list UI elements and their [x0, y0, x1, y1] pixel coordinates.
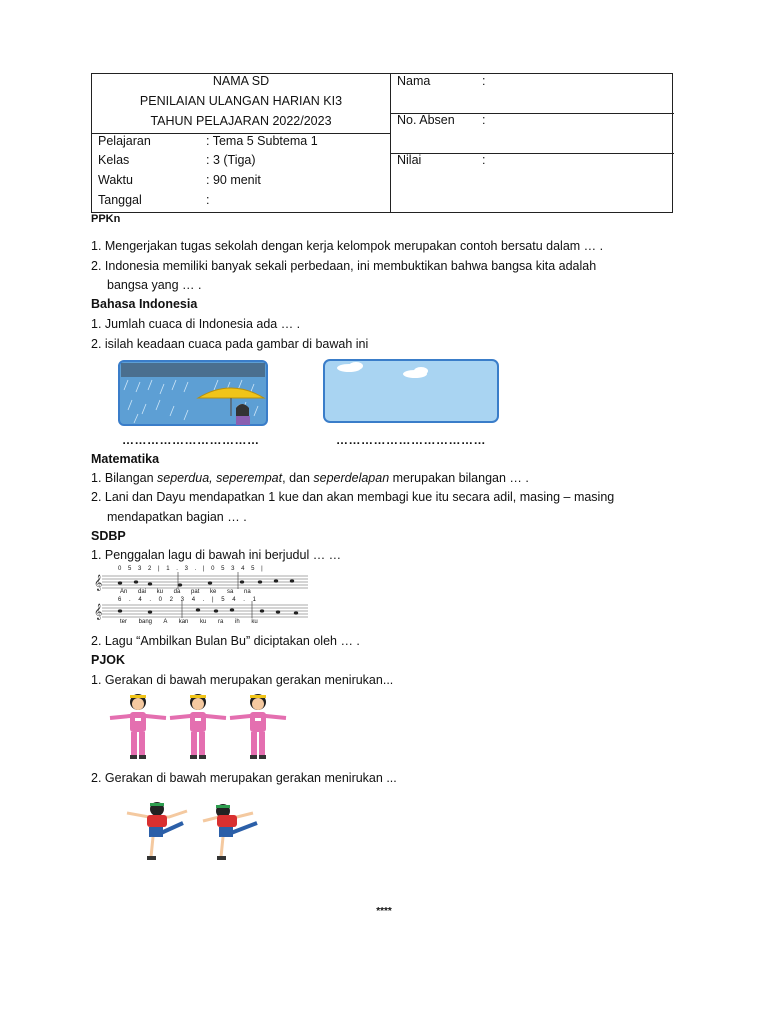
- ppkn-question-2-cont: bangsa yang … .: [107, 278, 202, 292]
- pjok-question-2: 2. Gerakan di bawah merupakan gerakan menirukan ...: [91, 771, 397, 785]
- name-colon[interactable]: :: [482, 74, 486, 88]
- pjok-question-1: 1. Gerakan di bawah merupakan gerakan menirukan...: [91, 673, 394, 687]
- field-value: : 90 menit: [206, 173, 261, 187]
- sdbp-question-1: 1. Penggalan lagu di bawah ini berjudul … …: [91, 548, 342, 562]
- svg-text:𝄞: 𝄞: [94, 603, 103, 619]
- section-pjok-title: PJOK: [91, 653, 126, 667]
- math-q1-pre: 1. Bilangan: [91, 471, 158, 485]
- section-math-title: Matematika: [91, 452, 160, 466]
- notes-top: 0 5 3 2 | 1 . 3 . | 0 5 3 4 5 |: [118, 566, 263, 572]
- answer-blank-1[interactable]: ……………………………: [122, 433, 260, 447]
- rainy-weather-image: [118, 360, 268, 426]
- table-divider: [390, 74, 391, 213]
- balance-pose-image: [125, 793, 265, 863]
- math-question-2: 2. Lani dan Dayu mendapatkan 1 kue dan akan membagi kue itu secara adil, masing – masing: [91, 490, 615, 504]
- field-label: Kelas: [98, 153, 130, 167]
- math-q1-term2: seperdelapan: [313, 471, 390, 485]
- math-q1-term1: seperdua, seperempat: [157, 471, 283, 485]
- sdbp-question-2: 2. Lagu “Ambilkan Bulan Bu” diciptakan oleh … .: [91, 634, 360, 648]
- nilai-label: Nilai: [397, 153, 422, 167]
- exercise-girls-image: [108, 688, 290, 764]
- song-notation: [92, 566, 312, 628]
- field-value: :: [206, 193, 210, 207]
- lyrics-top: An dai ku da pat ke sa na: [120, 589, 251, 595]
- ppkn-question-1: 1. Mengerjakan tugas sekolah dengan kerja kelompok merupakan contoh bersatu dalam … .: [91, 239, 604, 253]
- bindo-question-1: 1. Jumlah cuaca di Indonesia ada … .: [91, 317, 301, 331]
- math-q1-post: merupakan bilangan … .: [389, 471, 529, 485]
- table-divider: [390, 153, 674, 154]
- lyrics-bottom: ter bang A kan ku ra ih ku: [120, 619, 258, 625]
- footer-stars: ****: [376, 906, 392, 917]
- section-sdbp-title: SDBP: [91, 529, 126, 543]
- answer-blank-2[interactable]: ………………………………: [336, 433, 486, 447]
- school-name: NAMA SD: [212, 74, 270, 88]
- field-label: Tanggal: [98, 193, 142, 207]
- header-table: [91, 73, 673, 213]
- math-question-1: [91, 471, 529, 485]
- name-label: Nama: [397, 74, 431, 88]
- ppkn-question-2: 2. Indonesia memiliki banyak sekali perbedaan, ini membuktikan bahwa bangsa kita adalah: [91, 259, 597, 273]
- field-value: : Tema 5 Subtema 1: [206, 134, 318, 148]
- field-value: : 3 (Tiga): [206, 153, 256, 167]
- section-ppkn-title: PPKn: [91, 213, 121, 225]
- field-label: Pelajaran: [98, 134, 151, 148]
- absen-colon[interactable]: :: [482, 113, 486, 127]
- sunny-weather-image: [323, 359, 499, 423]
- nilai-colon[interactable]: :: [482, 153, 486, 167]
- notes-bottom: 6 . 4 . 0 2 3 4 . | 5 4 . 1: [118, 597, 256, 603]
- exam-title: PENILAIAN ULANGAN HARIAN KI3: [139, 94, 343, 108]
- bindo-question-2: 2. isilah keadaan cuaca pada gambar di bawah ini: [91, 337, 369, 351]
- svg-text:𝄞: 𝄞: [94, 574, 103, 590]
- school-year: TAHUN PELAJARAN 2022/2023: [150, 114, 332, 128]
- field-label: Waktu: [98, 173, 133, 187]
- section-bindo-title: Bahasa Indonesia: [91, 297, 198, 311]
- math-question-2-cont: mendapatkan bagian … .: [107, 510, 247, 524]
- math-q1-mid: , dan: [282, 471, 314, 485]
- absen-label: No. Absen: [397, 113, 455, 127]
